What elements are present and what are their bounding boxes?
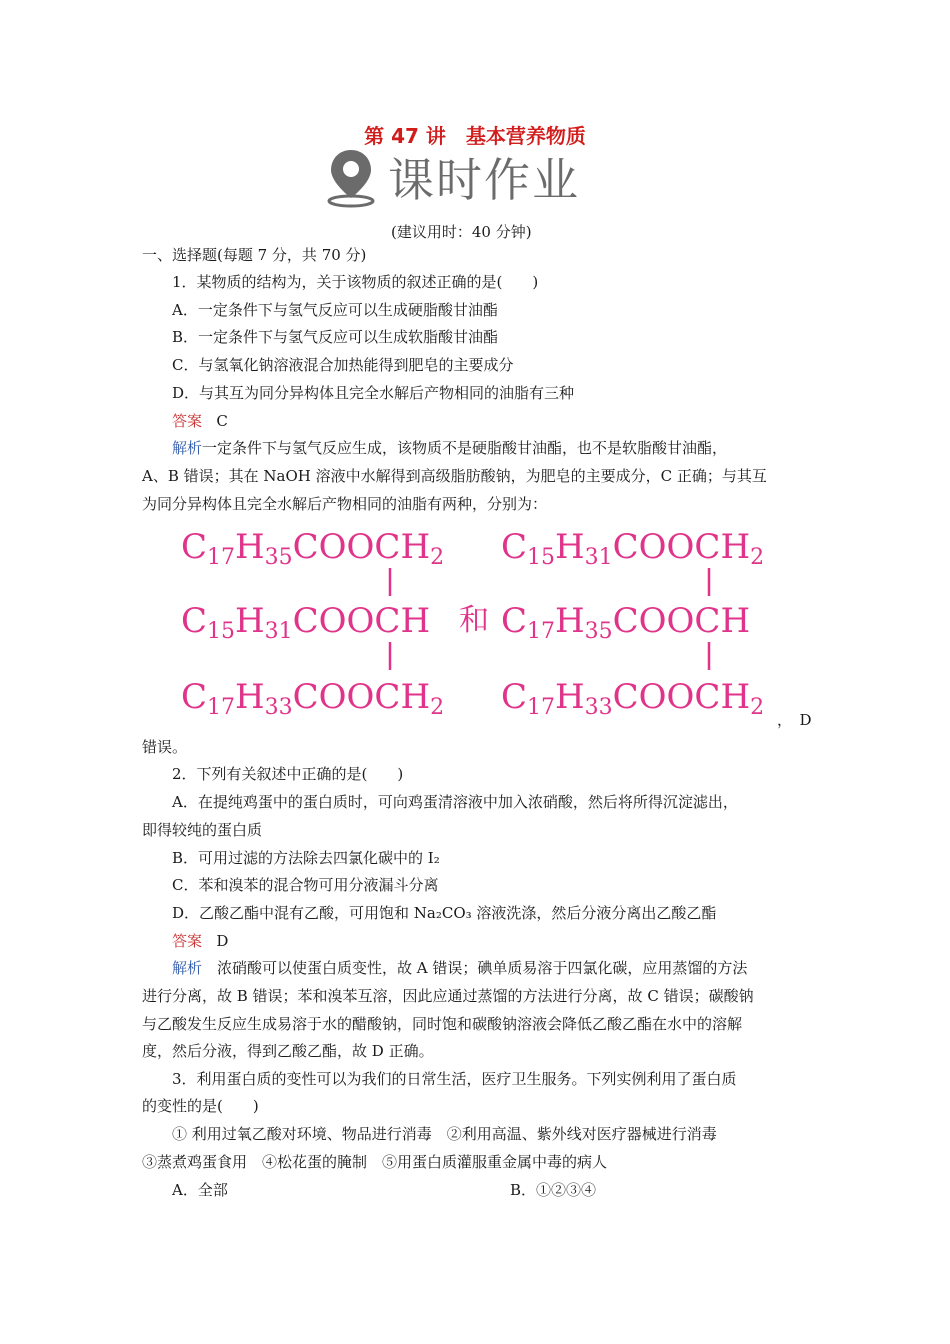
location-pin-icon xyxy=(322,146,380,208)
q1-option-a: A．一定条件下与氢气反应可以生成硬脂酸甘油酯 xyxy=(172,301,498,319)
page-title: 第 47 讲 基本营养物质 xyxy=(364,124,586,148)
q3-option-a: A．全部 xyxy=(172,1181,228,1199)
formula-right-row-2: C17H35COOCH xyxy=(501,601,751,644)
answer-label: 答案 xyxy=(172,412,203,430)
q2-option-a-line-2: 即得较纯的蛋白质 xyxy=(142,821,263,839)
formula-tail: ， D xyxy=(777,711,812,729)
banner-text: 课时作业 xyxy=(388,153,580,207)
q2-answer xyxy=(172,931,228,951)
q1-analysis-line-4: 错误。 xyxy=(142,738,188,756)
q3-stem-line-1: 3．利用蛋白质的变性可以为我们的日常生活，医疗卫生服务。下列实例利用了蛋白质 xyxy=(172,1070,737,1088)
q1-option-c: C．与氢氧化钠溶液混合加热能得到肥皂的主要成分 xyxy=(172,356,514,374)
formula-right-row-3: C17H33COOCH2 xyxy=(501,677,765,720)
analysis-label: 解析 xyxy=(172,959,203,977)
q2-analysis-line-1: 解析 浓硝酸可以使蛋白质变性，故 A 错误；碘单质易溶于四氯化碳，应用蒸馏的方法 xyxy=(172,959,748,977)
answer-label: 答案 xyxy=(172,932,203,950)
formula-join: 和 xyxy=(459,603,489,638)
q1-option-d: D．与其互为同分异构体且完全水解后产物相同的油脂有三种 xyxy=(172,384,575,402)
q2-option-d: D．乙酸乙酯中混有乙酸，可用饱和 Na₂CO₃ 溶液洗涤，然后分液分离出乙酸乙酯 xyxy=(172,904,717,922)
q2-analysis-line-2: 进行分离，故 B 错误；苯和溴苯互溶，因此应通过蒸馏的方法进行分离，故 C 错误；碳酸钠 xyxy=(142,987,754,1005)
time-hint: (建议用时：40 分钟) xyxy=(391,223,532,241)
formula-left-row-3: C17H33COOCH2 xyxy=(181,677,445,720)
formula-right-row-1: C15H31COOCH2 xyxy=(501,527,765,570)
q1-analysis-line-2: A、B 错误；其在 NaOH 溶液中水解得到高级脂肪酸钠，为肥皂的主要成分，C 正确；与其互 xyxy=(142,467,767,485)
q1-analysis-line-3: 为同分异构体且完全水解后产物相同的油脂有两种，分别为： xyxy=(142,495,548,513)
q1-option-b: B．一定条件下与氢气反应可以生成软脂酸甘油酯 xyxy=(172,328,499,346)
ester-formula xyxy=(175,520,775,725)
section-heading: 一、选择题(每题 7 分，共 70 分) xyxy=(142,246,367,264)
q2-option-b: B．可用过滤的方法除去四氯化碳中的 I₂ xyxy=(172,849,440,867)
q2-analysis-line-4: 度，然后分液，得到乙酸乙酯，故 D 正确。 xyxy=(142,1042,434,1060)
q3-option-b: B．①②③④ xyxy=(510,1181,597,1199)
analysis-label: 解析 xyxy=(172,439,203,457)
q3-items-line-2: ③蒸煮鸡蛋食用 ④松花蛋的腌制 ⑤用蛋白质灌服重金属中毒的病人 xyxy=(142,1153,608,1171)
formula-left-row-2: C15H31COOCH xyxy=(181,601,431,644)
q3-items-line-1: ① 利用过氧乙酸对环境、物品进行消毒 ②利用高温、紫外线对医疗器械进行消毒 xyxy=(172,1125,717,1143)
q1-answer xyxy=(172,411,228,431)
ester-formula-drawing xyxy=(175,520,775,725)
q2-option-c: C．苯和溴苯的混合物可用分液漏斗分离 xyxy=(172,876,439,894)
q2-option-a-line-1: A．在提纯鸡蛋中的蛋白质时，可向鸡蛋清溶液中加入浓硝酸，然后将所得沉淀滤出， xyxy=(172,793,738,811)
q1-stem: 1．某物质的结构为，关于该物质的叙述正确的是( ) xyxy=(172,273,539,291)
q2-analysis-line-3: 与乙酸发生反应生成易溶于水的醋酸钠，同时饱和碳酸钠溶液会降低乙酸乙酯在水中的溶解 xyxy=(142,1015,743,1033)
formula-left-row-1: C17H35COOCH2 xyxy=(181,527,445,570)
q2-stem: 2．下列有关叙述中正确的是( ) xyxy=(172,765,404,783)
answer-value: C xyxy=(216,412,228,430)
q1-analysis-line-1: 解析一定条件下与氢气反应生成，该物质不是硬脂酸甘油酯，也不是软脂酸甘油酯， xyxy=(172,439,728,457)
answer-value: D xyxy=(216,932,229,950)
q3-stem-line-2: 的变性的是( ) xyxy=(142,1097,259,1115)
banner xyxy=(322,146,626,208)
